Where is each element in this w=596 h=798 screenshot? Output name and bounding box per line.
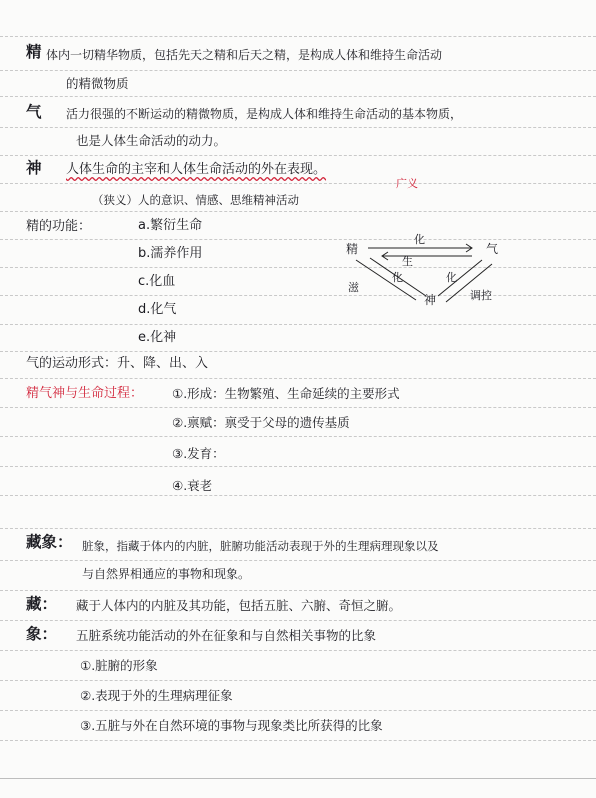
ruled-line [0,436,596,437]
ruled-line [0,740,596,741]
zangxiang-term: 藏象： [26,533,73,551]
ruled-line [0,183,596,184]
ruled-line [0,466,596,467]
jing-function-item: c.化血 [138,274,176,289]
jing-function-item: d.化气 [138,302,177,317]
ruled-line [0,324,596,325]
zang-definition: 藏于人体内的内脏及其功能，包括五脏、六腑、奇恒之腑。 [76,598,402,613]
ruled-line [0,528,596,529]
zangxiang-definition-line2: 与自然界相通应的事物和现象。 [82,567,251,581]
ruled-line [0,590,596,591]
life-process-item: ③.发育： [172,446,225,461]
ruled-line [0,560,596,561]
life-process-item: ④.衰老 [172,478,213,493]
diagram-label-sheng: 生 [402,255,413,268]
qi-term: 气 [26,103,42,121]
ruled-line [0,680,596,681]
jing-functions-title: 精的功能： [26,219,92,234]
xiang-definition: 五脏系统功能活动的外在征象和与自然相关事物的比象 [76,628,377,643]
xiang-item: ①.脏腑的形象 [80,658,158,673]
jing-term: 精 [26,43,42,61]
jing-definition-line1: 体内一切精华物质，包括先天之精和后天之精，是构成人体和维持生命活动 [46,48,443,62]
shen-guangyi-mark: 广义 [396,177,418,190]
life-process-title: 精气神与生命过程： [26,386,144,401]
shen-term: 神 [26,159,42,177]
jing-function-item: a.繁衍生命 [138,218,203,233]
diagram-label-hua: 化 [414,233,425,246]
ruled-line [0,70,596,71]
xiang-item: ③.五脏与外在自然环境的事物与现象类比所获得的比象 [80,718,383,733]
zangxiang-definition-line1: 脏象，指藏于体内的内脏，脏腑功能活动表现于外的生理病理现象以及 [82,539,439,553]
ruled-line [0,211,596,212]
ruled-line [0,155,596,156]
ruled-line [0,407,596,408]
qi-definition-line1: 活力很强的不断运动的精微物质，是构成人体和维持生命活动的基本物质， [66,107,463,121]
ruled-line [0,36,596,37]
diagram-label-hua: 化 [392,271,403,284]
ruled-line [0,778,596,779]
jing-definition-line2: 的精微物质 [66,76,129,91]
ruled-line [0,620,596,621]
diagram-label-zi: 滋 [348,281,359,294]
qi-definition-line2: 也是人体生命活动的动力。 [76,133,227,148]
ruled-line [0,710,596,711]
ruled-line [0,127,596,128]
diagram-label-hua: 化 [446,271,457,284]
zang-term: 藏： [26,595,58,613]
shen-definition-line2: （狭义）人的意识、情感、思维精神活动 [92,193,299,207]
diagram-shen: 神 [424,293,437,307]
jing-function-item: e.化神 [138,330,177,345]
jing-function-item: b.濡养作用 [138,246,203,261]
shen-definition-line1: 人体生命的主宰和人体生命活动的外在表现。 [66,162,327,177]
life-process-item: ②.禀赋：禀受于父母的遗传基质 [172,415,350,430]
life-process-item: ①.形成：生物繁殖、生命延续的主要形式 [172,386,400,401]
ruled-line [0,378,596,379]
qi-movement-forms: 气的运动形式：升、降、出、入 [26,356,209,371]
ruled-line [0,650,596,651]
diagram-qi: 气 [486,242,499,256]
ruled-line [0,351,596,352]
diagram-label-tiaokong: 调控 [470,289,492,302]
ruled-line [0,495,596,496]
jing-qi-shen-diagram [342,232,512,312]
xiang-term: 象： [26,625,58,643]
ruled-line [0,96,596,97]
xiang-item: ②.表现于外的生理病理征象 [80,688,233,703]
diagram-jing: 精 [346,242,359,256]
